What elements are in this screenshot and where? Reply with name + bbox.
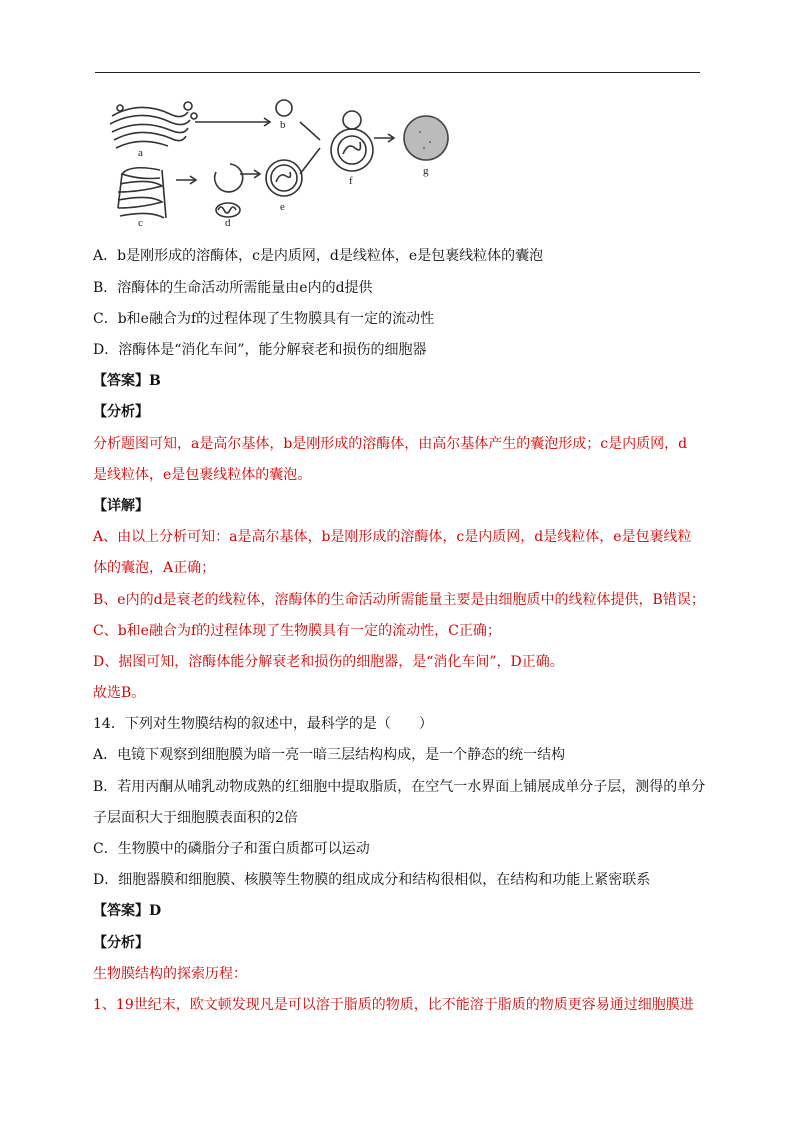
label-d: d — [225, 217, 231, 227]
q14-analysis-line-1: 生物膜结构的探索历程： — [93, 966, 247, 982]
lysosome-b — [276, 100, 292, 116]
label-b: b — [280, 119, 286, 131]
fusion-f — [331, 111, 373, 171]
membrane-d — [215, 164, 243, 192]
q13-option-c: C．b和e融合为f的过程体现了生物膜具有一定的流动性 — [93, 311, 435, 327]
q13-analysis-line-2: 是线粒体，e是包裹线粒体的囊泡。 — [93, 467, 312, 483]
label-e: e — [280, 201, 285, 213]
q14-analysis-title: 【分析】 — [93, 935, 149, 951]
q13-conclusion: 故选B。 — [93, 685, 146, 701]
endoplasmic-reticulum — [118, 168, 166, 218]
q13-option-a: A．b是刚形成的溶酶体，c是内质网，d是线粒体，e是包裹线粒体的囊泡 — [93, 248, 544, 264]
q14-stem: 14．下列对生物膜结构的叙述中，最科学的是（ ） — [93, 716, 433, 732]
vesicle-e — [266, 160, 302, 196]
q14-option-b: B．若用丙酮从哺乳动物成熟的红细胞中提取脂质，在空气一水界面上铺展成单分子层，测得的单分 — [93, 779, 706, 795]
q13-analysis-title: 【分析】 — [93, 404, 149, 420]
label-g: g — [423, 165, 429, 177]
q13-detail-line-3: B、e内的d是衰老的线粒体，溶酶体的生命活动所需能量主要是由细胞质中的线粒体提供，B错误； — [93, 592, 705, 608]
q13-detail-line-1: A、由以上分析可知：a是高尔基体，b是刚形成的溶酶体，c是内质网，d是线粒体，e是包裹线粒 — [93, 529, 692, 545]
q14-analysis-line-2: 1、19世纪末，欧文顿发现凡是可以溶于脂质的物质，比不能溶于脂质的物质更容易通过细胞膜进 — [93, 997, 694, 1013]
mitochondrion-d — [216, 203, 240, 217]
q13-answer: 【答案】B — [93, 373, 161, 389]
golgi-apparatus — [110, 102, 197, 148]
q14-option-c: C．生物膜中的磷脂分子和蛋白质都可以运动 — [93, 841, 370, 857]
q14-option-d: D．细胞器膜和细胞膜、核膜等生物膜的组成成分和结构很相似，在结构和功能上紧密联系 — [93, 872, 651, 888]
q13-option-d: D．溶酶体是“消化车间”，能分解衰老和损伤的细胞器 — [93, 342, 427, 358]
q13-detail-line-2: 体的囊泡，A正确； — [93, 560, 216, 576]
q13-option-b: B．溶酶体的生命活动所需能量由e内的d提供 — [93, 280, 373, 296]
q14-option-b-cont: 子层面积大于细胞膜表面积的2倍 — [93, 810, 298, 826]
header-rule — [95, 72, 700, 73]
q14-option-a: A．电镜下观察到细胞膜为暗一亮一暗三层结构构成，是一个静态的统一结构 — [93, 747, 566, 763]
organelle-diagram — [100, 92, 460, 227]
q13-detail-line-5: D、据图可知，溶酶体能分解衰老和损伤的细胞器，是“消化车间”，D正确。 — [93, 654, 564, 670]
digested-g — [404, 116, 448, 160]
q13-analysis-line-1: 分析题图可知，a是高尔基体，b是刚形成的溶酶体，由高尔基体产生的囊泡形成；c是内质网，d — [93, 436, 688, 452]
q13-detail-line-4: C、b和e融合为f的过程体现了生物膜具有一定的流动性，C正确； — [93, 623, 501, 639]
q14-answer: 【答案】D — [93, 903, 162, 919]
label-c: c — [138, 217, 143, 227]
label-f: f — [349, 175, 353, 187]
q13-detail-title: 【详解】 — [93, 498, 149, 514]
label-a: a — [138, 147, 143, 159]
